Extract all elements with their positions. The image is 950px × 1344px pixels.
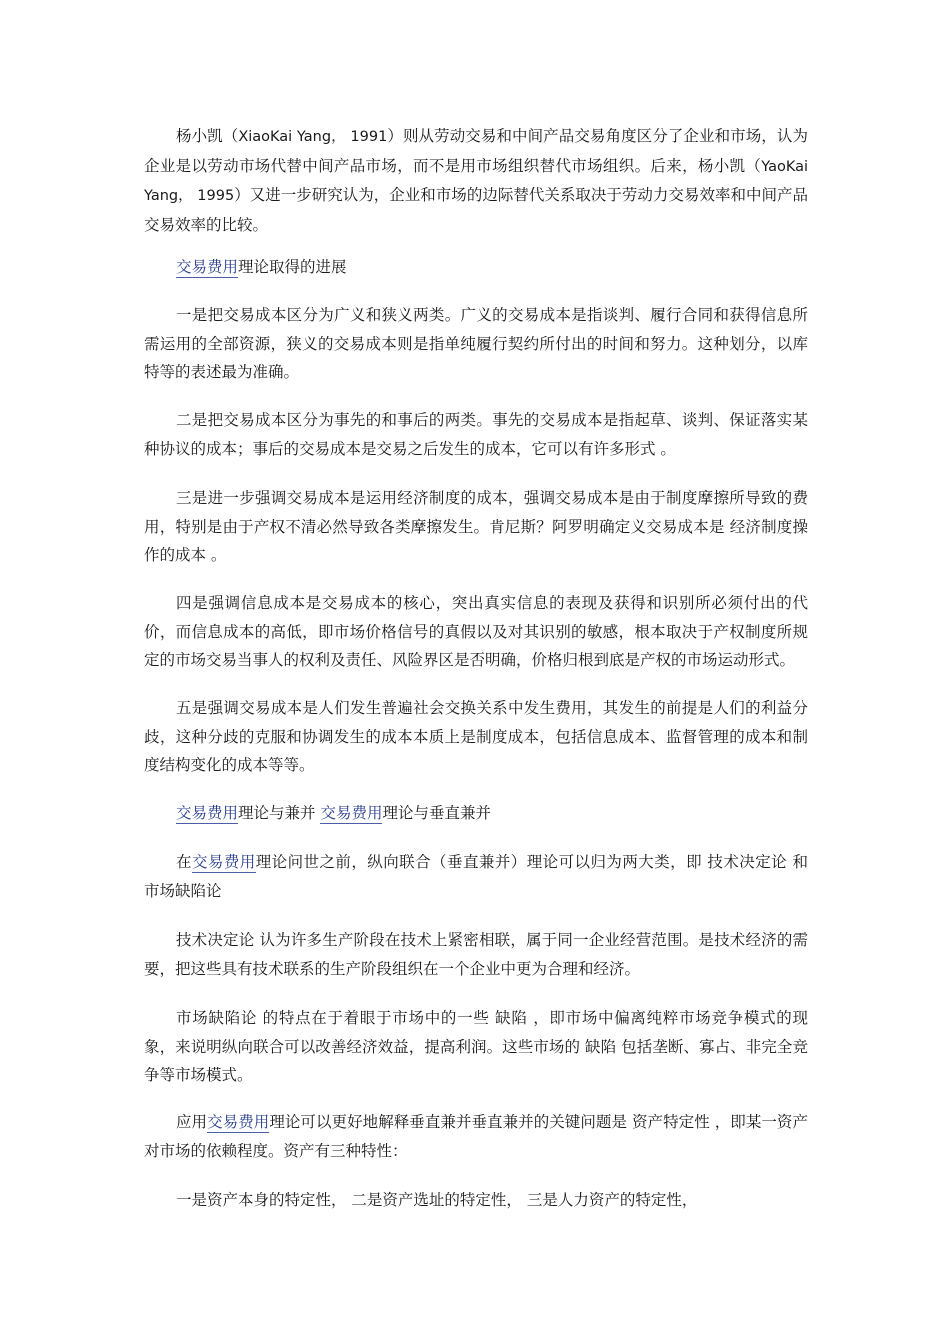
text-run: XiaoKai Yang， 1991 <box>238 129 388 145</box>
paragraph-point-one <box>144 301 808 387</box>
text-run: 三是进一步强调交易成本是运用经济制度的成本，强调交易成本是由于制度摩擦所导致的费用，特别是由于产权不清必然导致各类摩擦发生。肯尼斯？阿罗明确定义交易成本是 经济制度操作的成本 。 <box>144 489 808 564</box>
term-link[interactable]: 交易费用 <box>176 258 239 276</box>
term-link[interactable]: 交易费用 <box>320 804 383 822</box>
text-run: 理论与兼并 <box>238 804 321 822</box>
text-run: YaoKai Yang， 1995 <box>144 158 808 204</box>
heading-merger <box>144 799 808 828</box>
text-run: 理论可以更好地解释垂直兼并垂直兼并的关键问题是 资产特定性 ，即某一资产对市场的依赖程度。资产有三种特性： <box>144 1113 808 1160</box>
text-run: ）则从劳动交易和中间产品交易角度区分了企业和市场，认为企业是以劳动市场代替中间产品市场，而不是用市场组织替代市场组织。后来，杨小凯（ <box>144 127 808 175</box>
term-link[interactable]: 交易费用 <box>191 853 256 871</box>
text-run: 市场缺陷论 的特点在于着眼于市场中的一些 缺陷 ，即市场中偏离纯粹市场竞争模式的现象，来说明纵向联合可以改善经济效益，提高利润。这些市场的 缺陷 包括垄断、寡占、非完全竞争等市场模式。 <box>144 1009 808 1084</box>
paragraph-yang-xiaokai <box>144 122 808 239</box>
heading-progress <box>144 253 808 282</box>
paragraph-market-defect-theory <box>144 1004 808 1090</box>
text-run: 应用 <box>176 1113 208 1131</box>
paragraph-technology-theory <box>144 926 808 983</box>
text-run: 理论与垂直兼并 <box>382 804 491 822</box>
text-run: 技术决定论 认为许多生产阶段在技术上紧密相联，属于同一企业经营范围。是技术经济的需要，把这些具有技术联系的生产阶段组织在一个企业中更为合理和经济。 <box>144 931 808 978</box>
term-link[interactable]: 交易费用 <box>207 1113 270 1131</box>
text-run: 理论问世之前，纵向联合（垂直兼并）理论可以归为两大类，即 技术决定论 和 市场缺陷论 <box>144 853 808 900</box>
paragraph-point-two <box>144 406 808 463</box>
term-link[interactable]: 交易费用 <box>176 804 239 822</box>
text-run: 一是把交易成本区分为广义和狭义两类。广义的交易成本是指谈判、履行合同和获得信息所需运用的全部资源，狭义的交易成本则是指单纯履行契约所付出的时间和努力。这种划分，以库特等的表述最为准确。 <box>144 306 808 381</box>
text-run: 理论取得的进展 <box>238 258 347 276</box>
paragraph-asset-specificity <box>144 1108 808 1165</box>
text-run: 一是资产本身的特定性， 二是资产选址的特定性， 三是人力资产的特定性， <box>176 1191 698 1209</box>
text-run: 杨小凯（ <box>176 127 239 145</box>
text-run: 二是把交易成本区分为事先的和事后的两类。事先的交易成本是指起草、谈判、保证落实某种协议的成本；事后的交易成本是交易之后发生的成本，它可以有许多形式 。 <box>144 411 808 458</box>
text-run: 四是强调信息成本是交易成本的核心，突出真实信息的表现及获得和识别所必须付出的代价，而信息成本的高低，即市场价格信号的真假以及对其识别的敏感，根本取决于产权制度所规定的市场交易当事人的权利及责任、风险界区是否明确，价格归根到底是产权的市场运动形式。 <box>144 594 808 669</box>
paragraph-point-four <box>144 589 808 675</box>
paragraph-point-three <box>144 484 808 570</box>
text-run: 在 <box>176 853 192 871</box>
paragraph-before-theory <box>144 848 808 905</box>
paragraph-three-asset-types <box>144 1186 808 1215</box>
text-run: ）又进一步研究认为，企业和市场的边际替代关系取决于劳动力交易效率和中间产品交易效率的比较。 <box>144 186 808 234</box>
text-run: 五是强调交易成本是人们发生普遍社会交换关系中发生费用，其发生的前提是人们的利益分歧，这种分歧的克服和协调发生的成本本质上是制度成本，包括信息成本、监督管理的成本和制度结构变化的成本等等。 <box>144 699 808 774</box>
paragraph-point-five <box>144 694 808 780</box>
